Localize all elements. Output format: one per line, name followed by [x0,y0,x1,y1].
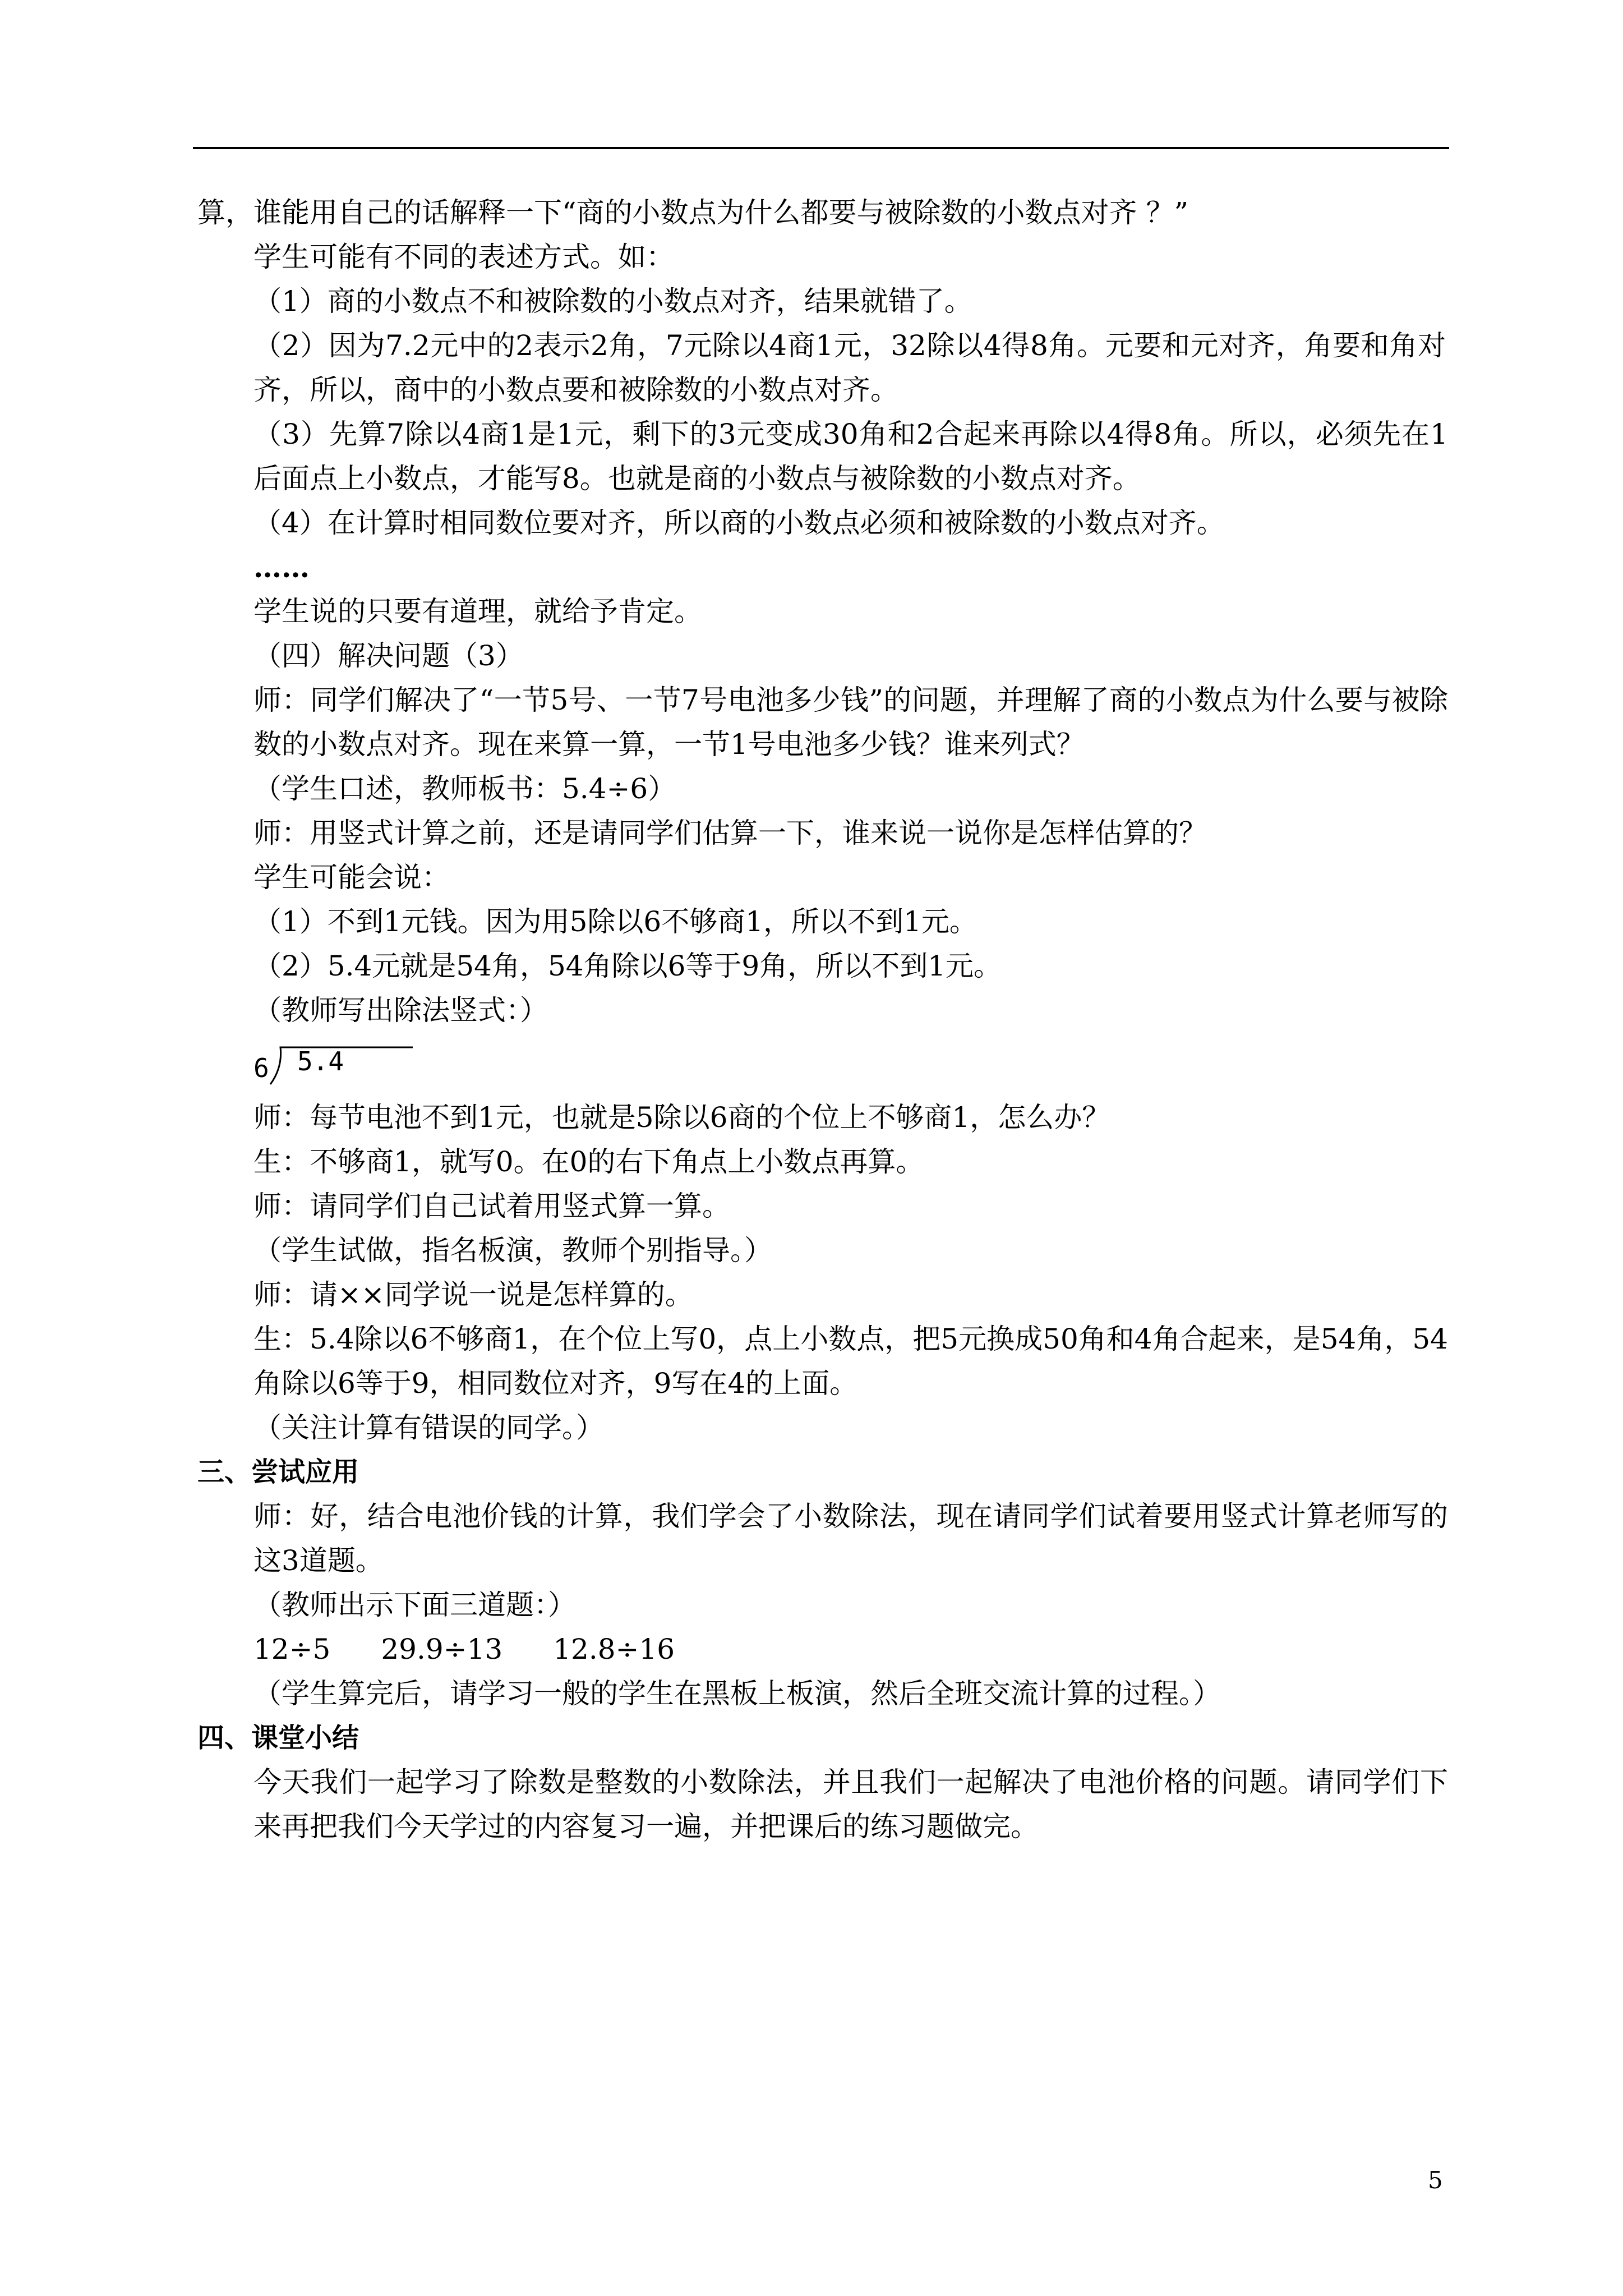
paragraph: （1）商的小数点不和被除数的小数点对齐，结果就错了。 [253,285,972,318]
paragraph: 算，谁能用自己的话解释一下“商的小数点为什么都要与被除数的小数点对齐 ？” [197,196,1189,229]
paragraph: 学生可能有不同的表述方式。如： [253,241,674,273]
paragraph: （学生算完后，请学习一般的学生在黑板上板演，然后全班交流计算的过程。） [253,1677,1221,1710]
paragraph: （3）先算7除以4商1是1元，剩下的3元变成30角和2合起来再除以4得8角。所以，必须先在1后面点上小数点，才能写8。也就是商的小数点与被除数的小数点对齐。 [253,418,1448,495]
paragraph: （教师写出除法竖式：） [253,994,548,1027]
dividend: 5.4 [297,1046,344,1076]
section-subheading: （四）解决问题（3） [253,639,524,672]
document-body [197,191,1448,1849]
ellipsis: …… [253,551,310,584]
section-heading-4: 四、课堂小结 [197,1722,359,1754]
paragraph: （教师出示下面三道题：） [253,1589,576,1621]
paragraph: （学生口述，教师板书：5.4÷6） [253,772,676,805]
page-number: 5 [1428,2166,1443,2194]
problem-item: 12÷5 [253,1633,331,1665]
paragraph: 师：请××同学说一说是怎样算的。 [253,1278,693,1311]
divisor: 6 [253,1053,269,1083]
paragraph: （4）在计算时相同数位要对齐，所以商的小数点必须和被除数的小数点对齐。 [253,507,1225,539]
paragraph: （学生试做，指名板演，教师个别指导。） [253,1234,772,1267]
long-division-figure [253,1033,1448,1096]
paragraph: （1）不到1元钱。因为用5除以6不够商1，所以不到1元。 [253,905,978,938]
paragraph: 生：不够商1，就写0。在0的右下角点上小数点再算。 [253,1145,924,1178]
paragraph: （关注计算有错误的同学。） [253,1411,604,1444]
paragraph: 师：用竖式计算之前，还是请同学们估算一下，谁来说一说你是怎样估算的？ [253,817,1207,849]
problem-item: 12.8÷16 [553,1633,675,1665]
paragraph: 师：请同学们自己试着用竖式算一算。 [253,1190,730,1222]
paragraph: 今天我们一起学习了除数是整数的小数除法，并且我们一起解决了电池价格的问题。请同学们下来再把我们今天学过的内容复习一遍，并把课后的练习题做完。 [253,1766,1448,1843]
paragraph: 学生说的只要有道理，就给予肯定。 [253,595,702,628]
paragraph: 学生可能会说： [253,861,450,894]
paragraph: 师：同学们解决了“一节5号、一节7号电池多少钱”的问题，并理解了商的小数点为什么要与被除数的小数点对齐。现在来算一算，一节1号电池多少钱？谁来列式？ [253,684,1448,761]
paragraph: 师：每节电池不到1元，也就是5除以6商的个位上不够商1，怎么办？ [253,1101,1110,1134]
paragraph: 生：5.4除以6不够商1，在个位上写0，点上小数点，把5元换成50角和4角合起来，是54角，54角除以6等于9，相同数位对齐，9写在4的上面。 [253,1323,1448,1400]
paragraph: 师：好，结合电池价钱的计算，我们学会了小数除法，现在请同学们试着要用竖式计算老师写的这3道题。 [253,1500,1448,1577]
header-rule [193,147,1449,149]
paragraph: （2）5.4元就是54角，54角除以6等于9角，所以不到1元。 [253,950,1002,982]
section-heading-3: 三、尝试应用 [197,1456,359,1488]
problem-list [197,1627,1448,1672]
problem-item: 29.9÷13 [381,1633,503,1665]
paragraph: （2）因为7.2元中的2表示2角，7元除以4商1元，32除以4得8角。元要和元对齐，角要和角对齐，所以，商中的小数点要和被除数的小数点对齐。 [253,329,1446,406]
